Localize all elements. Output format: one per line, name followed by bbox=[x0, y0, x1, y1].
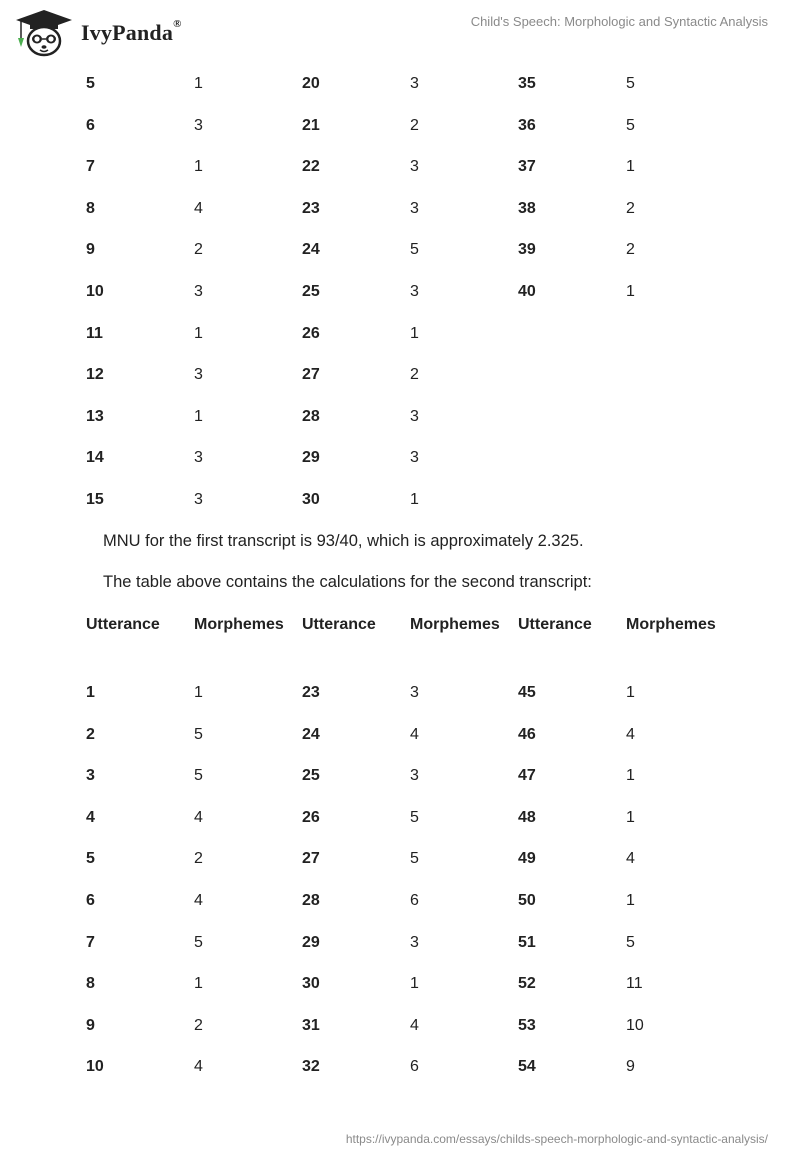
column-header-morphemes: Morphemes bbox=[194, 616, 284, 633]
morpheme-count-cell: 5 bbox=[410, 850, 419, 868]
morpheme-count-cell: 6 bbox=[410, 891, 419, 909]
morpheme-count-cell: 3 bbox=[410, 407, 419, 425]
morpheme-count-cell: 4 bbox=[626, 850, 635, 868]
utterance-number-cell: 31 bbox=[302, 1016, 320, 1034]
morpheme-count-cell: 2 bbox=[410, 366, 419, 384]
utterance-number-cell: 24 bbox=[302, 725, 320, 743]
utterance-number-cell: 29 bbox=[302, 449, 320, 467]
morpheme-count-cell: 2 bbox=[410, 116, 419, 134]
utterance-number-cell: 52 bbox=[518, 975, 536, 993]
utterance-number-cell: 20 bbox=[302, 75, 320, 92]
morpheme-count-cell: 1 bbox=[410, 490, 419, 508]
morpheme-count-cell: 3 bbox=[410, 75, 419, 92]
utterance-number-cell: 9 bbox=[86, 241, 95, 259]
morpheme-count-cell: 5 bbox=[194, 725, 203, 743]
utterance-number-cell: 23 bbox=[302, 684, 320, 701]
utterance-number-cell: 6 bbox=[86, 891, 95, 909]
morpheme-count-cell: 1 bbox=[626, 767, 635, 785]
utterance-number-cell: 4 bbox=[86, 808, 95, 826]
morpheme-count-cell: 1 bbox=[194, 75, 203, 92]
morpheme-count-cell: 2 bbox=[626, 241, 635, 259]
page-header bbox=[0, 0, 800, 70]
morpheme-count-cell: 4 bbox=[626, 725, 635, 743]
utterance-number-cell: 23 bbox=[302, 199, 320, 217]
utterance-number-cell: 9 bbox=[86, 1016, 95, 1034]
column-header-morphemes: Morphemes bbox=[410, 616, 500, 633]
morpheme-count-cell: 2 bbox=[194, 1016, 203, 1034]
morpheme-count-cell: 3 bbox=[194, 449, 203, 467]
morpheme-count-cell: 5 bbox=[410, 241, 419, 259]
brand-name: IvyPanda® bbox=[81, 18, 182, 45]
morpheme-count-cell: 4 bbox=[194, 199, 203, 217]
utterance-number-cell: 10 bbox=[86, 282, 104, 300]
morpheme-count-cell: 3 bbox=[410, 282, 419, 300]
morpheme-count-cell: 11 bbox=[626, 975, 643, 993]
morpheme-count-cell: 1 bbox=[626, 808, 635, 826]
utterance-number-cell: 28 bbox=[302, 407, 320, 425]
morpheme-count-cell: 3 bbox=[194, 366, 203, 384]
utterance-number-cell: 24 bbox=[302, 241, 320, 259]
morpheme-count-cell: 3 bbox=[194, 282, 203, 300]
utterance-number-cell: 6 bbox=[86, 116, 95, 134]
ivypanda-logo[interactable] bbox=[14, 8, 182, 58]
morpheme-count-cell: 4 bbox=[194, 1058, 203, 1076]
morpheme-count-cell: 2 bbox=[194, 850, 203, 868]
morpheme-count-cell: 2 bbox=[194, 241, 203, 259]
utterance-number-cell: 32 bbox=[302, 1058, 320, 1076]
morpheme-count-cell: 3 bbox=[194, 490, 203, 508]
utterance-number-cell: 49 bbox=[518, 850, 536, 868]
utterance-number-cell: 53 bbox=[518, 1016, 536, 1034]
utterance-number-cell: 7 bbox=[86, 158, 95, 176]
column-header-utterance: Utterance bbox=[302, 616, 376, 633]
utterance-number-cell: 22 bbox=[302, 158, 320, 176]
utterance-number-cell: 3 bbox=[86, 767, 95, 785]
morpheme-count-cell: 5 bbox=[410, 808, 419, 826]
panda-graduation-icon bbox=[14, 8, 74, 58]
morpheme-count-cell: 1 bbox=[626, 891, 635, 909]
utterance-number-cell: 45 bbox=[518, 684, 536, 701]
utterance-number-cell: 1 bbox=[86, 684, 95, 701]
morpheme-count-cell: 5 bbox=[626, 75, 635, 92]
utterance-number-cell: 12 bbox=[86, 366, 104, 384]
utterance-number-cell: 14 bbox=[86, 449, 104, 467]
morpheme-count-cell: 3 bbox=[410, 158, 419, 176]
morpheme-count-cell: 9 bbox=[626, 1058, 635, 1076]
utterance-number-cell: 39 bbox=[518, 241, 536, 259]
morpheme-count-cell: 1 bbox=[194, 684, 203, 701]
utterance-number-cell: 5 bbox=[86, 75, 95, 92]
utterance-number-cell: 30 bbox=[302, 490, 320, 508]
morpheme-count-cell: 3 bbox=[194, 116, 203, 134]
utterance-number-cell: 40 bbox=[518, 282, 536, 300]
utterance-number-cell: 35 bbox=[518, 75, 536, 92]
morpheme-count-cell: 1 bbox=[626, 158, 635, 176]
column-header-utterance: Utterance bbox=[518, 616, 592, 633]
utterance-number-cell: 38 bbox=[518, 199, 536, 217]
morpheme-count-cell: 1 bbox=[194, 975, 203, 993]
morpheme-count-cell: 3 bbox=[410, 449, 419, 467]
morpheme-count-cell: 4 bbox=[410, 725, 419, 743]
morpheme-count-cell: 4 bbox=[194, 808, 203, 826]
morpheme-count-cell: 1 bbox=[410, 324, 419, 342]
utterance-number-cell: 15 bbox=[86, 490, 104, 508]
utterance-number-cell: 30 bbox=[302, 975, 320, 993]
utterance-number-cell: 27 bbox=[302, 366, 320, 384]
utterance-number-cell: 26 bbox=[302, 808, 320, 826]
morpheme-count-cell: 1 bbox=[626, 684, 635, 701]
utterance-number-cell: 25 bbox=[302, 767, 320, 785]
utterance-number-cell: 47 bbox=[518, 767, 536, 785]
column-header-morphemes: Morphemes bbox=[626, 616, 716, 633]
utterance-number-cell: 37 bbox=[518, 158, 536, 176]
document-title: Child's Speech: Morphologic and Syntactic Analysis bbox=[470, 14, 768, 29]
utterance-number-cell: 8 bbox=[86, 975, 95, 993]
morpheme-count-cell: 4 bbox=[410, 1016, 419, 1034]
utterance-number-cell: 29 bbox=[302, 933, 320, 951]
morpheme-count-cell: 5 bbox=[626, 933, 635, 951]
morpheme-count-cell: 5 bbox=[194, 933, 203, 951]
morpheme-count-cell: 1 bbox=[194, 324, 203, 342]
utterance-number-cell: 13 bbox=[86, 407, 104, 425]
morpheme-count-cell: 3 bbox=[410, 684, 419, 701]
second-transcript-intro-paragraph: The table above contains the calculations for the second transcript: bbox=[103, 573, 592, 591]
morpheme-count-cell: 3 bbox=[410, 767, 419, 785]
morpheme-count-cell: 5 bbox=[626, 116, 635, 134]
utterance-number-cell: 46 bbox=[518, 725, 536, 743]
morpheme-count-cell: 4 bbox=[194, 891, 203, 909]
morpheme-count-cell: 3 bbox=[410, 199, 419, 217]
utterance-number-cell: 26 bbox=[302, 324, 320, 342]
morpheme-count-cell: 2 bbox=[626, 199, 635, 217]
utterance-number-cell: 5 bbox=[86, 850, 95, 868]
mnu-first-transcript-paragraph: MNU for the first transcript is 93/40, which is approximately 2.325. bbox=[103, 532, 584, 550]
utterance-number-cell: 48 bbox=[518, 808, 536, 826]
column-header-utterance: Utterance bbox=[86, 616, 160, 633]
utterance-number-cell: 7 bbox=[86, 933, 95, 951]
utterance-number-cell: 51 bbox=[518, 933, 536, 951]
morpheme-count-cell: 5 bbox=[194, 767, 203, 785]
morpheme-count-cell: 3 bbox=[410, 933, 419, 951]
utterance-number-cell: 11 bbox=[86, 324, 103, 342]
utterance-number-cell: 10 bbox=[86, 1058, 104, 1076]
morpheme-count-cell: 1 bbox=[410, 975, 419, 993]
utterance-number-cell: 21 bbox=[302, 116, 320, 134]
utterance-number-cell: 54 bbox=[518, 1058, 536, 1076]
source-url[interactable]: https://ivypanda.com/essays/childs-speech-morphologic-and-syntactic-analysis/ bbox=[345, 1132, 768, 1146]
morpheme-count-cell: 1 bbox=[194, 407, 203, 425]
utterance-number-cell: 27 bbox=[302, 850, 320, 868]
utterance-number-cell: 50 bbox=[518, 891, 536, 909]
morpheme-count-cell: 10 bbox=[626, 1016, 644, 1034]
utterance-number-cell: 36 bbox=[518, 116, 536, 134]
utterance-number-cell: 2 bbox=[86, 725, 95, 743]
utterance-number-cell: 25 bbox=[302, 282, 320, 300]
utterance-number-cell: 8 bbox=[86, 199, 95, 217]
morpheme-count-cell: 1 bbox=[626, 282, 635, 300]
morpheme-count-cell: 1 bbox=[194, 158, 203, 176]
utterance-number-cell: 28 bbox=[302, 891, 320, 909]
morpheme-count-cell: 6 bbox=[410, 1058, 419, 1076]
